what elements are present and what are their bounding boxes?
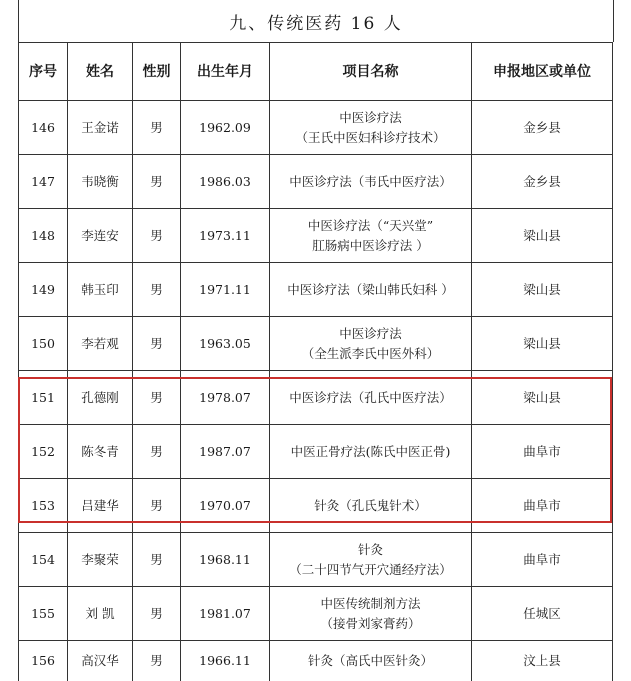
- cell-region: 梁山县: [472, 317, 613, 371]
- cell-region: 梁山县: [472, 371, 613, 425]
- cell-region: 曲阜市: [472, 425, 613, 479]
- cell-region: 梁山县: [472, 263, 613, 317]
- cell-gender: 男: [133, 371, 181, 425]
- table-row: [19, 155, 613, 209]
- document-sheet: [18, 0, 612, 619]
- project-name-line: （接骨刘家膏药）: [272, 614, 469, 634]
- section-title: 九、传统医药 16 人: [18, 0, 614, 42]
- cell-region: 任城区: [472, 587, 613, 641]
- cell-name: 陈冬青: [68, 425, 133, 479]
- cell-gender: 男: [133, 533, 181, 587]
- table-row: [19, 479, 613, 533]
- cell-gender: 男: [133, 155, 181, 209]
- table-header-row: [19, 43, 613, 101]
- column-header: 申报地区或单位: [472, 43, 613, 101]
- cell-number: 155: [19, 587, 68, 641]
- cell-project-name: [270, 101, 472, 155]
- project-name-line: 中医正骨疗法(陈氏中医正骨): [272, 442, 469, 462]
- cell-name: 李若观: [68, 317, 133, 371]
- cell-number: 149: [19, 263, 68, 317]
- cell-gender: 男: [133, 479, 181, 533]
- project-name-line: 中医诊疗法（孔氏中医疗法）: [272, 388, 469, 408]
- cell-number: 156: [19, 641, 68, 681]
- cell-number: 146: [19, 101, 68, 155]
- cell-birth: 1978.07: [181, 371, 270, 425]
- cell-project-name: [270, 263, 472, 317]
- cell-project-name: [270, 641, 472, 681]
- cell-birth: 1986.03: [181, 155, 270, 209]
- cell-name: 李连安: [68, 209, 133, 263]
- cell-number: 152: [19, 425, 68, 479]
- project-name-line: 针灸: [272, 540, 469, 560]
- project-name-line: 肛肠病中医诊疗法 ）: [272, 236, 469, 256]
- table-row: [19, 533, 613, 587]
- cell-number: 147: [19, 155, 68, 209]
- cell-name: 韩玉印: [68, 263, 133, 317]
- project-name-line: 针灸（孔氏鬼针术）: [272, 496, 469, 516]
- project-name-line: 针灸（高氏中医针灸）: [272, 651, 469, 671]
- table-row: [19, 587, 613, 641]
- cell-birth: 1962.09: [181, 101, 270, 155]
- cell-region: 汶上县: [472, 641, 613, 681]
- cell-project-name: [270, 209, 472, 263]
- project-name-line: 中医诊疗法（韦氏中医疗法）: [272, 172, 469, 192]
- cell-project-name: [270, 425, 472, 479]
- cell-region: 曲阜市: [472, 533, 613, 587]
- cell-project-name: [270, 479, 472, 533]
- column-header: 出生年月: [181, 43, 270, 101]
- table-row: [19, 263, 613, 317]
- project-name-line: 中医传统制剂方法: [272, 594, 469, 614]
- cell-number: 148: [19, 209, 68, 263]
- cell-project-name: [270, 587, 472, 641]
- table-row: [19, 425, 613, 479]
- cell-birth: 1963.05: [181, 317, 270, 371]
- cell-gender: 男: [133, 425, 181, 479]
- project-name-line: （全生派李氏中医外科）: [272, 344, 469, 364]
- project-name-line: 中医诊疗法（梁山韩氏妇科 ）: [272, 280, 469, 300]
- cell-name: 刘 凯: [68, 587, 133, 641]
- cell-name: 李聚荣: [68, 533, 133, 587]
- cell-gender: 男: [133, 317, 181, 371]
- column-header: 项目名称: [270, 43, 472, 101]
- cell-name: 高汉华: [68, 641, 133, 681]
- cell-birth: 1970.07: [181, 479, 270, 533]
- table-row: [19, 371, 613, 425]
- cell-project-name: [270, 533, 472, 587]
- cell-region: 金乡县: [472, 155, 613, 209]
- project-name-line: 中医诊疗法: [272, 108, 469, 128]
- table-row: [19, 209, 613, 263]
- cell-gender: 男: [133, 209, 181, 263]
- table-row: [19, 641, 613, 681]
- cell-project-name: [270, 155, 472, 209]
- cell-gender: 男: [133, 641, 181, 681]
- cell-project-name: [270, 371, 472, 425]
- cell-birth: 1987.07: [181, 425, 270, 479]
- cell-name: 吕建华: [68, 479, 133, 533]
- column-header: 姓名: [68, 43, 133, 101]
- cell-number: 150: [19, 317, 68, 371]
- cell-number: 153: [19, 479, 68, 533]
- column-header: 序号: [19, 43, 68, 101]
- cell-birth: 1981.07: [181, 587, 270, 641]
- cell-region: 梁山县: [472, 209, 613, 263]
- cell-region: 曲阜市: [472, 479, 613, 533]
- cell-gender: 男: [133, 101, 181, 155]
- cell-name: 孔德刚: [68, 371, 133, 425]
- cell-name: 王金诺: [68, 101, 133, 155]
- project-name-line: （王氏中医妇科诊疗技术）: [272, 128, 469, 148]
- inheritor-table: [18, 42, 613, 681]
- project-name-line: 中医诊疗法: [272, 324, 469, 344]
- cell-gender: 男: [133, 263, 181, 317]
- cell-region: 金乡县: [472, 101, 613, 155]
- table-row: [19, 317, 613, 371]
- project-name-line: 中医诊疗法（“天兴堂”: [272, 216, 469, 236]
- cell-birth: 1973.11: [181, 209, 270, 263]
- table-row: [19, 101, 613, 155]
- column-header: 性别: [133, 43, 181, 101]
- project-name-line: （二十四节气开穴通经疗法）: [272, 560, 469, 580]
- cell-project-name: [270, 317, 472, 371]
- cell-birth: 1966.11: [181, 641, 270, 681]
- cell-number: 154: [19, 533, 68, 587]
- cell-number: 151: [19, 371, 68, 425]
- cell-birth: 1968.11: [181, 533, 270, 587]
- cell-birth: 1971.11: [181, 263, 270, 317]
- cell-gender: 男: [133, 587, 181, 641]
- cell-name: 韦晓衡: [68, 155, 133, 209]
